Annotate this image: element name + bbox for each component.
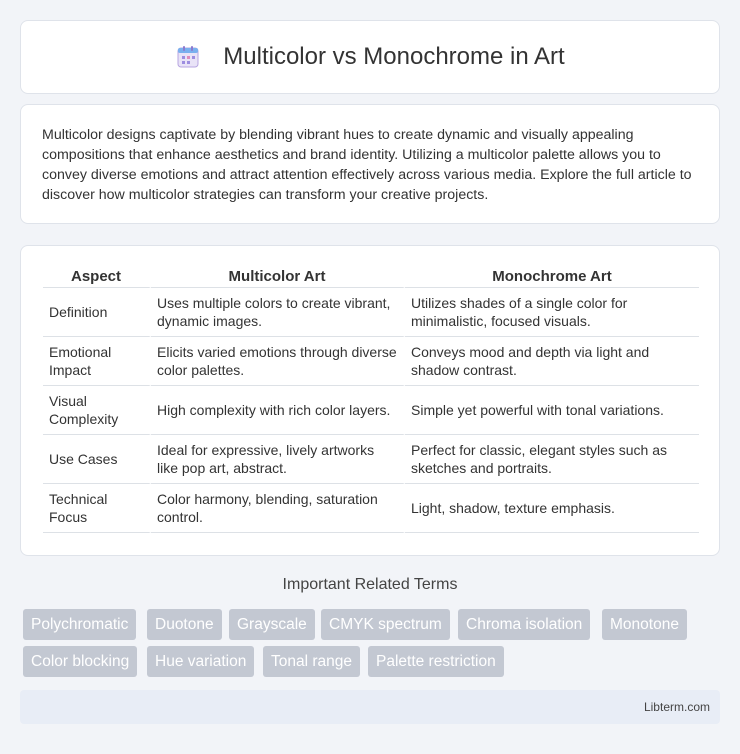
- row-aspect: Use Cases: [43, 435, 151, 484]
- row-multicolor: Elicits varied emotions through diverse color palettes.: [151, 337, 405, 386]
- comparison-card: [20, 245, 720, 556]
- row-aspect: Definition: [43, 288, 151, 337]
- intro-card: [20, 104, 720, 224]
- row-monochrome: Simple yet powerful with tonal variations.: [405, 386, 699, 435]
- row-monochrome: Conveys mood and depth via light and shadow contrast.: [405, 337, 699, 386]
- row-monochrome: Light, shadow, texture emphasis.: [405, 484, 699, 533]
- row-aspect: Emotional Impact: [43, 337, 151, 386]
- tag-polychromatic[interactable]: Polychromatic: [23, 609, 136, 640]
- row-multicolor: Color harmony, blending, saturation control.: [151, 484, 405, 533]
- tag-palette-restriction[interactable]: Palette restriction: [368, 646, 504, 677]
- header-aspect: Aspect: [43, 264, 151, 288]
- row-aspect: Visual Complexity: [43, 386, 151, 435]
- row-monochrome: Perfect for classic, elegant styles such as sketches and portraits.: [405, 435, 699, 484]
- table-row: [43, 288, 699, 337]
- footer-site-link[interactable]: Libterm.com: [643, 700, 710, 714]
- tag-grayscale[interactable]: Grayscale: [229, 609, 315, 640]
- calendar-icon: [175, 44, 201, 70]
- tag-duotone[interactable]: Duotone: [147, 609, 222, 640]
- title-card: [20, 20, 720, 94]
- row-monochrome: Utilizes shades of a single color for minimalistic, focused visuals.: [405, 288, 699, 337]
- table-row: [43, 484, 699, 533]
- table-row: [43, 386, 699, 435]
- tag-hue-variation[interactable]: Hue variation: [147, 646, 254, 677]
- table-row: [43, 337, 699, 386]
- page-title: Multicolor vs Monochrome in Art: [223, 43, 565, 70]
- tag-monotone[interactable]: Monotone: [602, 609, 687, 640]
- intro-text: Multicolor designs captivate by blending vibrant hues to create dynamic and visually appealing compositions that enhance aesthetics and brand identity. Utilizing a multicolor palette allows you to convey diverse emotions and attract attention effectively across various media. Explore the full article to discover how multicolor strategies can transform your creative projects.: [42, 127, 692, 203]
- page-title-wrap: [175, 43, 564, 71]
- tag-cmyk-spectrum[interactable]: CMYK spectrum: [321, 609, 450, 640]
- footer: [20, 690, 720, 724]
- row-multicolor: Uses multiple colors to create vibrant, dynamic images.: [151, 288, 405, 337]
- row-aspect: Technical Focus: [43, 484, 151, 533]
- row-multicolor: High complexity with rich color layers.: [151, 386, 405, 435]
- tag-color-blocking[interactable]: Color blocking: [23, 646, 137, 677]
- related-terms-title: Important Related Terms: [282, 576, 458, 593]
- row-multicolor: Ideal for expressive, lively artworks like pop art, abstract.: [151, 435, 405, 484]
- table-header-row: [43, 264, 699, 288]
- tag-chroma-isolation[interactable]: Chroma isolation: [458, 609, 590, 640]
- comparison-table: [43, 264, 699, 533]
- table-row: [43, 435, 699, 484]
- tag-tonal-range[interactable]: Tonal range: [263, 646, 360, 677]
- header-monochrome: Monochrome Art: [405, 264, 699, 288]
- header-multicolor: Multicolor Art: [151, 264, 405, 288]
